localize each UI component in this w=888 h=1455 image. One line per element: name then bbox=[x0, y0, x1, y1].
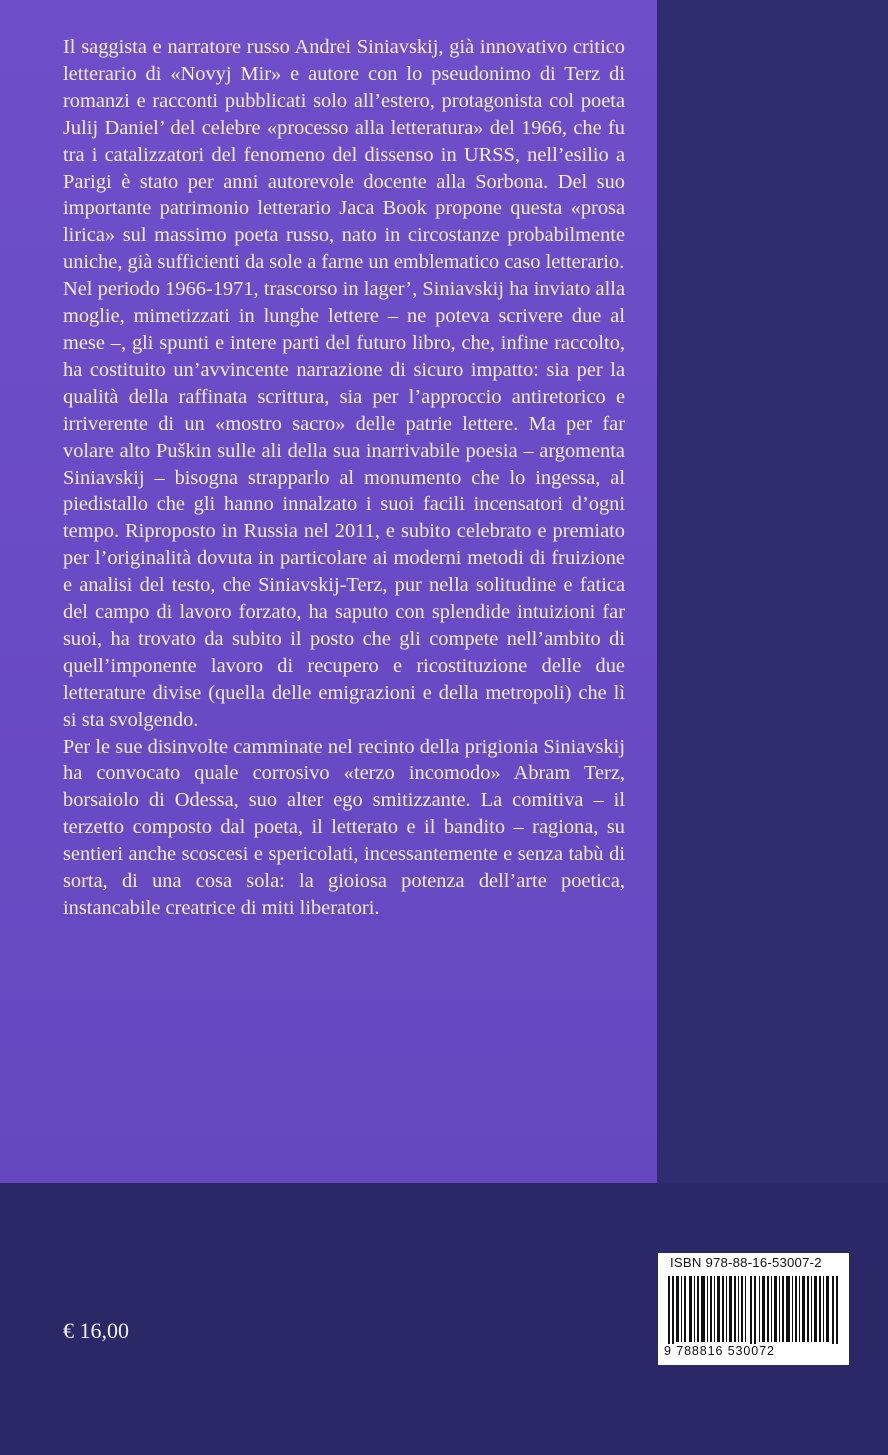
isbn-barcode-box bbox=[658, 1253, 849, 1365]
isbn-label: ISBN 978-88-16-53007-2 bbox=[670, 1255, 822, 1270]
right-dark-band bbox=[657, 0, 888, 1183]
barcode-digits: 9 788816 530072 bbox=[663, 1344, 846, 1358]
blurb-paragraph-3: Per le sue disinvolte camminate nel recinto della prigionia Siniavskij ha convocato quale corrosivo «terzo incomodo» Abram Terz, borsaiolo di Odessa, suo alter ego smitizzante. La comitiva – il terzetto composto dal poeta, il letterato e il bandito – ragiona, su sentieri anche scoscesi e spericolati, incessantemente e senza tabù di sorta, di una cosa sola: la gioiosa potenza dell’arte poetica, instancabile creatrice di miti liberatori. bbox=[63, 735, 625, 919]
blurb-paragraph-2: Nel periodo 1966-1971, trascorso in lager’, Siniavskij ha inviato alla moglie, mimetizzati in lunghe lettere – ne poteva scrivere due al mese –, gli spunti e intere parti del futuro libro, che, infine raccolto, ha costituito un’avvincente narrazione di sicuro impatto: sia per la qualità della raffinata scrittura, sia per l’approccio antiretorico e irriverente di un «mostro sacro» delle patrie lettere. Ma per far volare alto Puškin sulle ali della sua inarrivabile poesia – argomenta Siniavskij – bisogna strapparlo al monumento che lo ingessa, al piedistallo che gli hanno innalzato i suoi facili incensatori d’ogni tempo. Riproposto in Russia nel 2011, e subito celebrato e premiato per l’originalità dovuta in particolare ai moderni metodi di fruizione e analisi del testo, che Siniavskij-Terz, pur nella solitudine e fatica del campo di lavoro forzato, ha saputo con splendide intuizioni far suoi, ha trovato da subito il posto che gli compete nell’ambito di quell’imponente lavoro di recupero e ricostituzione delle due letterature divise (quella delle emigrazioni e della metropoli) che lì si sta svolgendo. bbox=[63, 278, 625, 731]
back-cover-blurb bbox=[63, 34, 625, 922]
price-label: € 16,00 bbox=[63, 1318, 129, 1343]
blurb-paragraph-1: Il saggista e narratore russo Andrei Siniavskij, già innovativo critico letterario di «Novyj Mir» e autore con lo pseudonimo di Terz di romanzi e racconti pubblicati solo all’estero, protagonista col poeta Julij Daniel’ del celebre «processo alla letteratura» del 1966, che fu tra i catalizzatori del fenomeno del dissenso in URSS, nell’esilio a Parigi è stato per anni autorevole docente alla Sorbona. Del suo importante patrimonio letterario Jaca Book propone questa «prosa lirica» sul massimo poeta russo, nato in circostanze probabilmente uniche, già sufficienti da sole a farne un emblematico caso letterario. bbox=[63, 36, 625, 274]
